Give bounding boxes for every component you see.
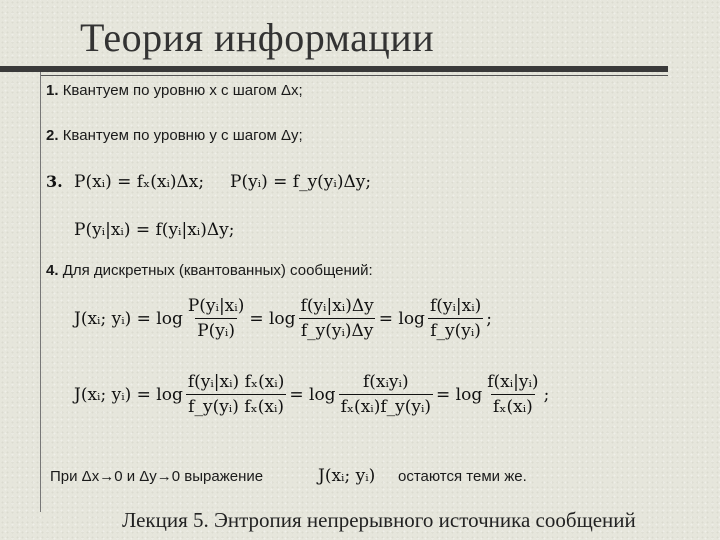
r1-denominator-2: f_y(yᵢ)Δy (299, 318, 376, 341)
list-item-1-number: 1. (46, 82, 59, 99)
r2-equals-2: = log (436, 384, 483, 405)
slide-footer: Лекция 5. Энтропия непрерывного источника сообщений (122, 508, 636, 532)
r2-fraction-1 (186, 372, 287, 417)
r1-denominator-3: f_y(yᵢ) (428, 318, 483, 341)
formula-p-yi: P(yᵢ) = f_y(yᵢ)Δy; (230, 172, 372, 192)
title-underline-thick (0, 66, 668, 72)
r1-numerator-2: f(yᵢ|xᵢ)Δy (300, 296, 374, 316)
r2-fraction-3 (485, 372, 540, 417)
r2-denominator-1: f_y(yᵢ) fₓ(xᵢ) (186, 394, 286, 417)
list-item-4 (46, 262, 373, 279)
slide-title: Теория информации (80, 15, 435, 60)
formula-p-xi: P(xᵢ) = fₓ(xᵢ)Δx; (74, 172, 205, 192)
r2-equals-1: = log (289, 384, 336, 405)
r2-numerator-2: f(xᵢyᵢ) (363, 372, 409, 392)
list-item-3-number: 3. (46, 172, 63, 191)
r1-numerator-1: P(yᵢ|xᵢ) (187, 296, 245, 316)
r2-numerator-3: f(xᵢ|yᵢ) (487, 372, 539, 392)
r2-denominator-3: fₓ(xᵢ) (491, 394, 535, 417)
list-item-2 (46, 127, 303, 144)
limit-note-expression: J(xᵢ; yᵢ) (318, 466, 376, 486)
r1-equals-2: = log (378, 308, 425, 329)
limit-note-before: При Δx→0 и Δy→0 выражение (50, 468, 264, 485)
r1-equals-1: = log (249, 308, 296, 329)
list-item-2-text: Квантуем по уровню y с шагом Δy; (62, 127, 303, 144)
r2-lhs: J(xᵢ; yᵢ) = log (74, 384, 183, 405)
list-item-4-text: Для дискретных (квантованных) сообщений: (62, 262, 373, 279)
r1-fraction-2 (299, 296, 376, 341)
list-item-1 (46, 82, 303, 99)
list-item-2-number: 2. (46, 127, 59, 144)
r2-denominator-2: fₓ(xᵢ)f_y(yᵢ) (339, 394, 433, 417)
left-margin-rule (40, 72, 41, 512)
formula-p-yi-given-xi: P(yᵢ|xᵢ) = f(yᵢ|xᵢ)Δy; (74, 220, 235, 240)
r2-numerator-1: f(yᵢ|xᵢ) fₓ(xᵢ) (187, 372, 285, 392)
r2-fraction-2 (339, 372, 433, 417)
formula-mutual-info-row2 (74, 372, 549, 417)
r1-numerator-3: f(yᵢ|xᵢ) (429, 296, 482, 316)
r1-fraction-3 (428, 296, 483, 341)
limit-note-after: остаются теми же. (398, 468, 527, 485)
formula-mutual-info-row1 (74, 296, 492, 341)
r2-terminator: ; (543, 384, 550, 405)
list-item-4-number: 4. (46, 262, 59, 279)
r1-lhs: J(xᵢ; yᵢ) = log (74, 308, 183, 329)
title-underline-thin (40, 75, 668, 76)
r1-fraction-1 (186, 296, 246, 341)
r1-denominator-1: P(yᵢ) (195, 318, 237, 341)
list-item-1-text: Квантуем по уровню x с шагом Δx; (62, 82, 303, 99)
r1-terminator: ; (486, 308, 492, 329)
